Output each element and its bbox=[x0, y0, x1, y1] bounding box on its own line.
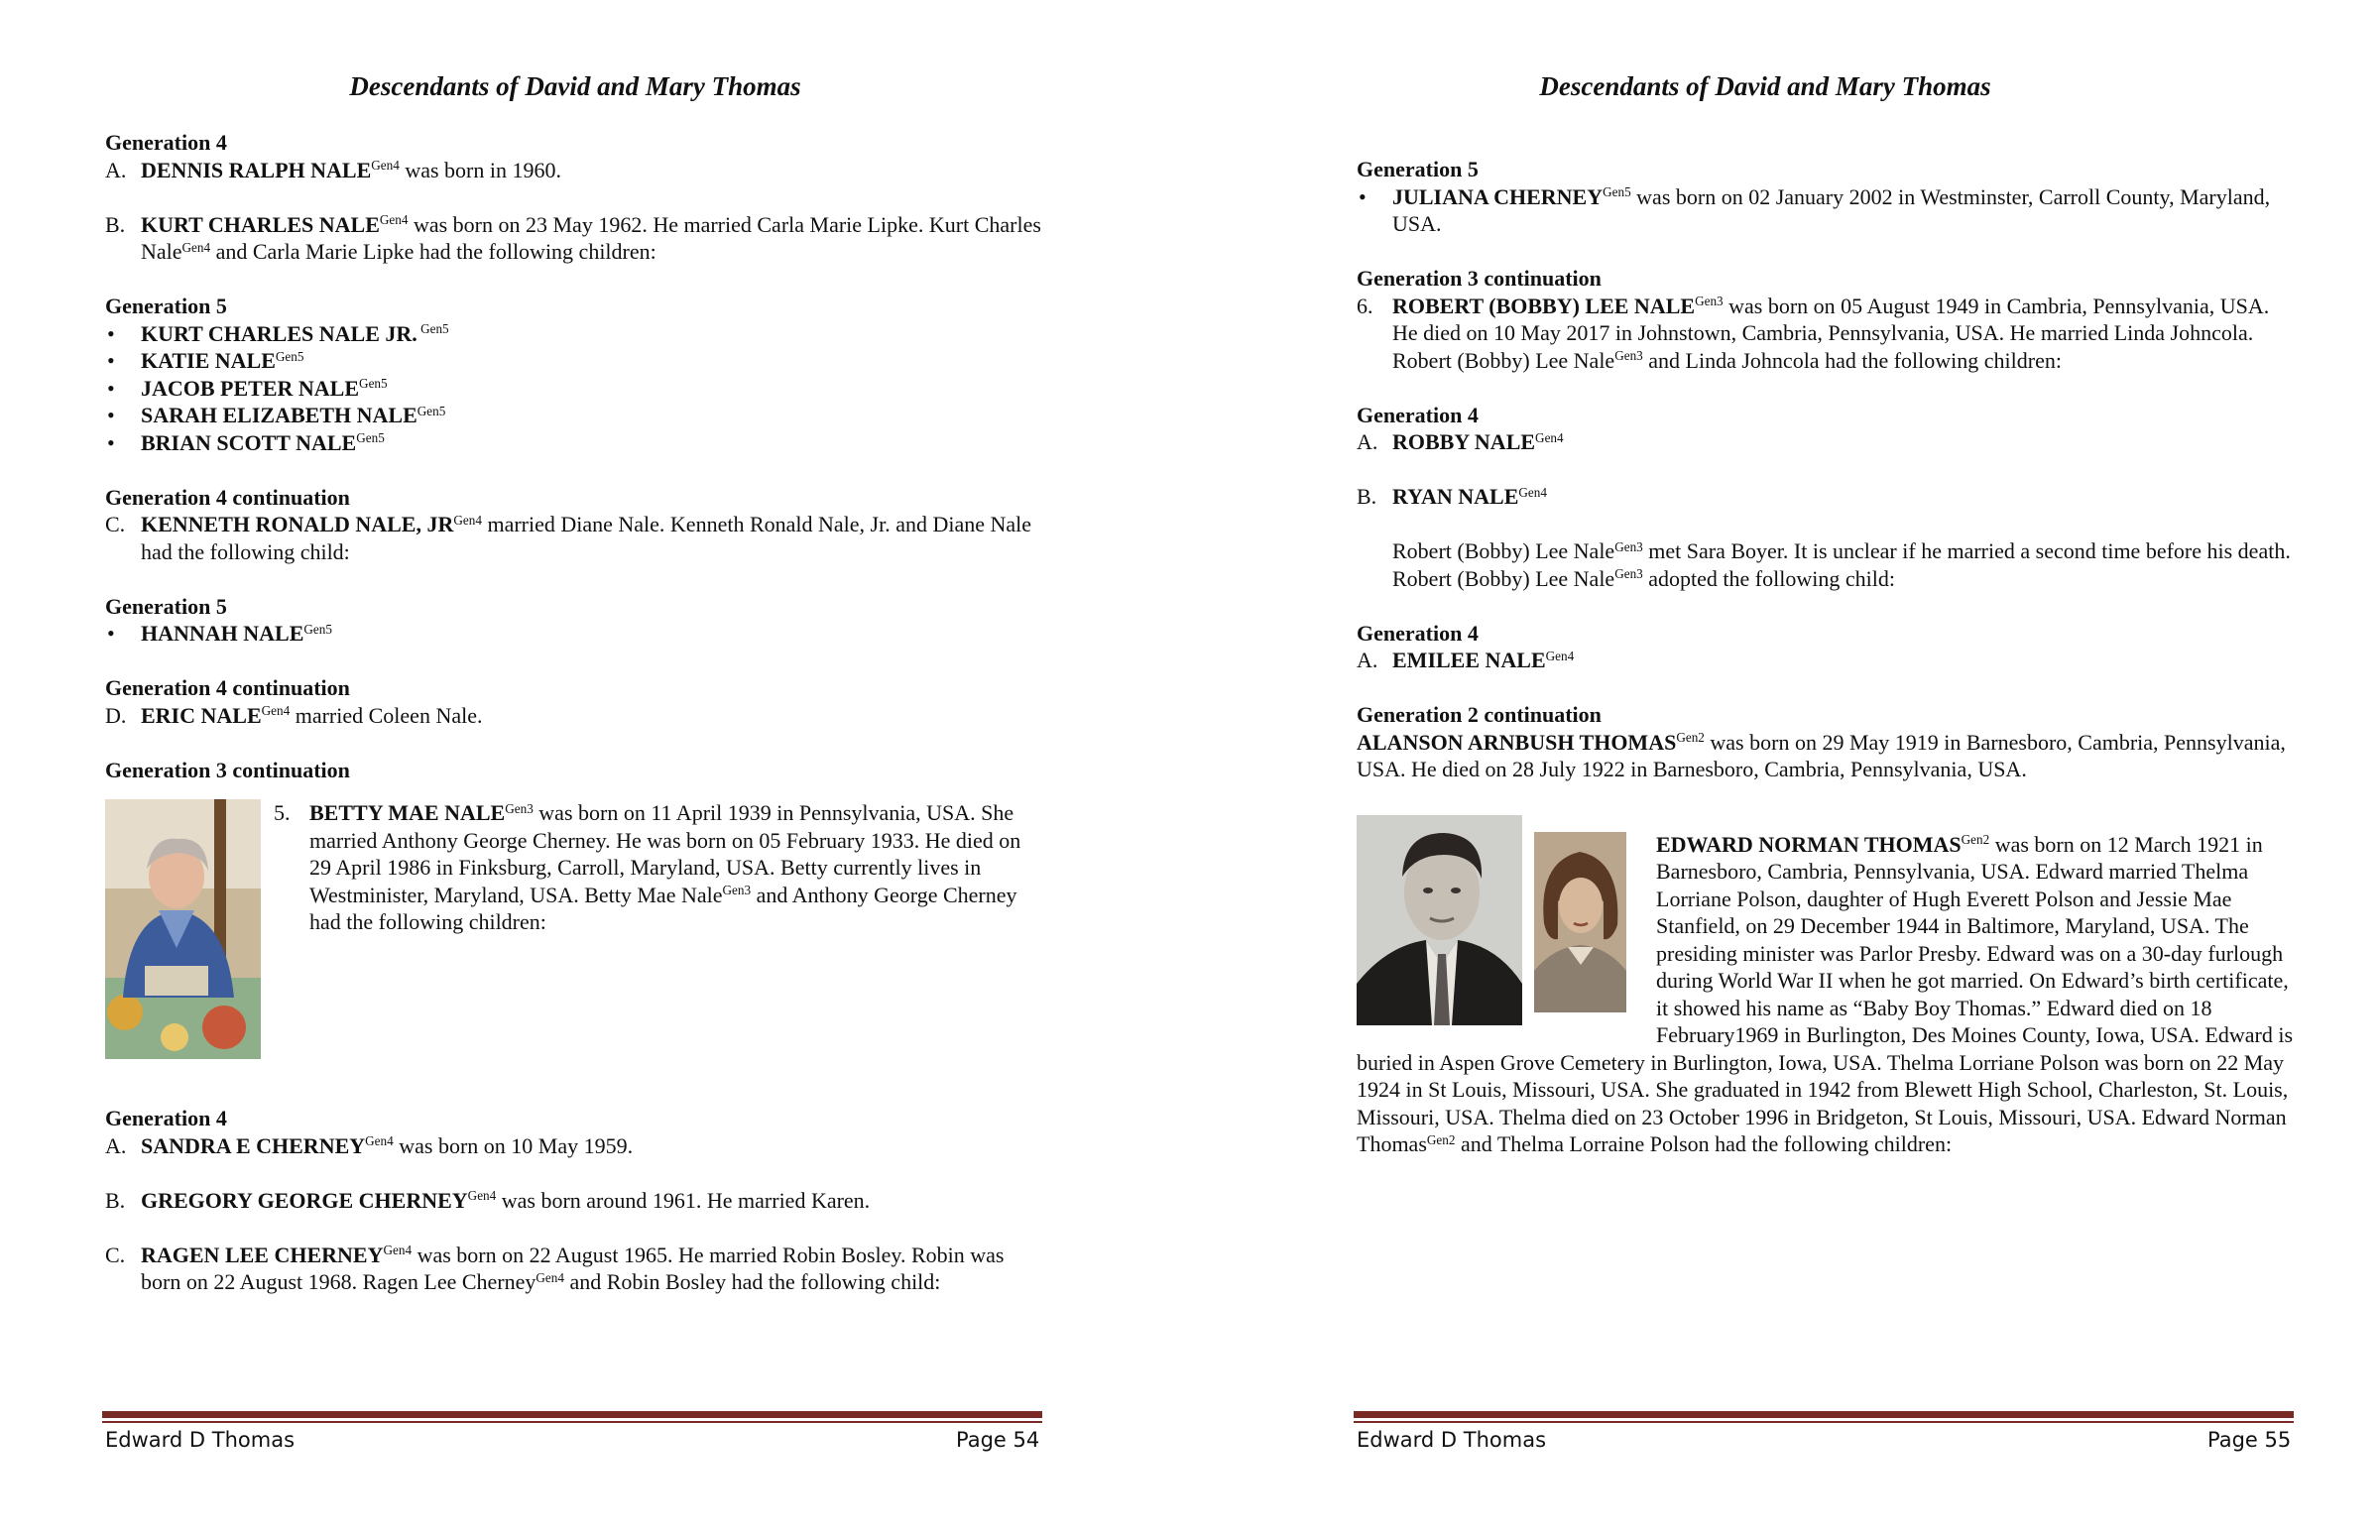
entry-text: was born on 02 January 2002 in Westminster, Carroll County, Maryland, USA. bbox=[1392, 183, 2271, 236]
gen-tag: Gen4 bbox=[371, 158, 400, 174]
entry-alanson bbox=[1357, 729, 2294, 783]
generation-heading: Generation 4 continuation bbox=[105, 675, 350, 700]
person-name: BETTY MAE NALE bbox=[309, 800, 506, 825]
entry-kurt bbox=[105, 211, 1042, 266]
entry-text: Robert (Bobby) Lee Nale bbox=[1392, 538, 1615, 563]
entry-emilee bbox=[1357, 647, 2294, 674]
gen-tag: Gen4 bbox=[1535, 429, 1564, 445]
thelma-photo bbox=[1534, 832, 1626, 1012]
bullet-icon: • bbox=[107, 375, 115, 401]
gen-tag: Gen3 bbox=[505, 800, 534, 816]
person-name: SANDRA E CHERNEY bbox=[141, 1132, 366, 1158]
footer-author: Edward D Thomas bbox=[1357, 1428, 1547, 1452]
portrait-image bbox=[105, 799, 261, 1059]
entry-text: was born on 10 May 1959. bbox=[393, 1132, 634, 1158]
gen-tag: Gen4 bbox=[379, 212, 409, 228]
gen-tag: Gen2 bbox=[1426, 1131, 1456, 1147]
gen-tag: Gen3 bbox=[1695, 294, 1724, 309]
footer-author: Edward D Thomas bbox=[105, 1428, 296, 1452]
entry-marker: A. bbox=[1357, 429, 1378, 454]
page-header: Descendants of David and Mary Thomas bbox=[349, 71, 801, 101]
portrait-image bbox=[1534, 832, 1626, 1012]
person-name: ALANSON ARNBUSH THOMAS bbox=[1357, 729, 1677, 755]
gen-tag: Gen5 bbox=[416, 321, 449, 337]
entry-text: was born in 1960. bbox=[399, 157, 561, 182]
gen-tag: Gen4 bbox=[383, 1243, 413, 1258]
entry-text: was born on 05 August 1949 in Cambria, Pennsylvania, USA. He died on 10 May 2017 in Johnstown, Cambria, Pennsylvania, USA. He married Linda Johncola. Robert (Bobby) Lee Nale bbox=[1392, 293, 2270, 373]
betty-block bbox=[105, 799, 1042, 1075]
footer-rule-thin bbox=[1354, 1421, 2294, 1423]
generation-heading: Generation 4 bbox=[1357, 620, 1479, 646]
list-item bbox=[105, 620, 1042, 648]
entry-gregory bbox=[105, 1187, 1042, 1215]
gen-tag: Gen4 bbox=[467, 1188, 497, 1204]
entry-marker: A. bbox=[1357, 648, 1378, 672]
list-item bbox=[105, 402, 1042, 429]
person-name: DENNIS RALPH NALE bbox=[141, 157, 372, 182]
entry-marker: A. bbox=[105, 157, 127, 182]
entry-ryan bbox=[1357, 483, 2294, 511]
gen-tag: Gen2 bbox=[1676, 730, 1705, 746]
entry-text: and Robin Bosley had the following child: bbox=[563, 1269, 941, 1294]
list-item bbox=[105, 375, 1042, 403]
list-item bbox=[1357, 183, 2294, 238]
footer-rule bbox=[1354, 1411, 2294, 1418]
bullet-icon: • bbox=[107, 403, 115, 427]
entry-text: adopted the following child: bbox=[1642, 565, 1895, 591]
gen-tag: Gen3 bbox=[722, 883, 752, 898]
entry-text: married Coleen Nale. bbox=[290, 702, 483, 728]
entry-marker: 5. bbox=[274, 800, 291, 825]
person-name: ROBERT (BOBBY) LEE NALE bbox=[1392, 293, 1696, 318]
entry-text: was born on 23 May 1962. He married Carla Marie Lipke. Kurt Charles Nale bbox=[141, 211, 1041, 264]
person-name: KURT CHARLES NALE bbox=[141, 211, 380, 237]
gen-tag: Gen5 bbox=[359, 376, 388, 392]
person-name: RYAN NALE bbox=[1392, 484, 1519, 509]
edward-photos bbox=[1357, 815, 1644, 1025]
gen-tag: Gen3 bbox=[1614, 566, 1643, 582]
generation-heading: Generation 5 bbox=[1357, 157, 1479, 181]
entry-eric bbox=[105, 702, 1042, 730]
entry-ragen bbox=[105, 1242, 1042, 1296]
person-name: BRIAN SCOTT NALE bbox=[141, 429, 357, 455]
bullet-icon: • bbox=[107, 348, 115, 373]
person-name: HANNAH NALE bbox=[141, 621, 304, 646]
bullet-icon: • bbox=[107, 621, 115, 646]
gen-tag: Gen4 bbox=[1518, 484, 1547, 500]
entry-text: was born on 12 March 1921 in Barnesboro, Cambria, Pennsylvania, USA. Edward married Thelma Lorriane Polson, daughter of Hugh Everett Polson and Jessie Mae Stanfield, on 29 December 1944 in Baltimore, Maryland, USA. The presiding minister was Parlor Presby. Edward was on a 30-day furlough during World War II when he got married. On Edward’s birth certificate, it showed his name as “Baby Boy Thomas.” Edward died on 18 February1969 in Burlington, Des Moines County, Iowa, USA. Edward is buried in Aspen Grove Cemetery in Burlington, Iowa, USA. Thelma Lorriane Polson was born on 22 May 1924 in St Louis, Missouri, USA. She graduated in 1942 from Blewett High School, Charleston, St. Louis, Missouri, USA. Thelma died on 23 October 1996 in Bridgeton, St Louis, Missouri, USA. Edward Norman Thomas bbox=[1357, 831, 2294, 1156]
footer-page-number: Page 55 bbox=[2207, 1428, 2292, 1452]
person-name: ERIC NALE bbox=[141, 702, 262, 728]
entry-text: was born around 1961. He married Karen. bbox=[496, 1187, 871, 1213]
entry-betty bbox=[274, 799, 1042, 936]
betty-text bbox=[274, 799, 1042, 936]
list-item bbox=[105, 320, 1042, 348]
bullet-icon: • bbox=[107, 320, 115, 346]
footer-rule bbox=[102, 1411, 1042, 1418]
generation-heading: Generation 3 continuation bbox=[105, 757, 350, 782]
list-item bbox=[105, 347, 1042, 375]
entry-marker: B. bbox=[1357, 484, 1377, 509]
person-name: SARAH ELIZABETH NALE bbox=[141, 403, 417, 427]
entry-marker: B. bbox=[105, 1187, 126, 1213]
generation-heading: Generation 4 bbox=[105, 130, 227, 155]
person-name: KATIE NALE bbox=[141, 348, 276, 373]
entry-marker: D. bbox=[105, 702, 127, 728]
gen-tag: Gen4 bbox=[261, 703, 291, 719]
entry-text: and Thelma Lorraine Polson had the following children: bbox=[1455, 1131, 1953, 1156]
gen-tag: Gen5 bbox=[275, 348, 304, 364]
right-page bbox=[1190, 0, 2380, 1540]
gen-tag: Gen3 bbox=[1614, 348, 1643, 364]
person-name: EMILEE NALE bbox=[1392, 648, 1546, 672]
gen-tag: Gen5 bbox=[1603, 184, 1631, 200]
entry-marker: C. bbox=[105, 1242, 126, 1267]
person-name: ROBBY NALE bbox=[1392, 429, 1536, 454]
entry-text: married Diane Nale. Kenneth Ronald Nale, Jr. and Diane Nale had the following child: bbox=[141, 512, 1032, 564]
right-content bbox=[1357, 156, 2294, 1158]
entry-text: and Linda Johncola had the following children: bbox=[1642, 347, 2062, 373]
left-content bbox=[105, 129, 1042, 1296]
generation-heading: Generation 4 bbox=[105, 1106, 227, 1130]
edward-photo bbox=[1357, 815, 1522, 1025]
generation-heading: Generation 3 continuation bbox=[1357, 266, 1602, 291]
person-name: JACOB PETER NALE bbox=[141, 375, 360, 401]
person-name: KENNETH RONALD NALE, JR bbox=[141, 512, 454, 536]
entry-text: met Sara Boyer. It is unclear if he married a second time before his death. Robert (Bobby) Lee Nale bbox=[1392, 538, 2291, 591]
bullet-icon: • bbox=[107, 429, 115, 455]
entry-marker: C. bbox=[105, 512, 126, 536]
entry-text: was born on 22 August 1965. He married Robin Bosley. Robin was born on 22 August 1968. Ragen Lee Cherney bbox=[141, 1242, 1005, 1294]
person-name: KURT CHARLES NALE JR. bbox=[141, 320, 417, 346]
footer-page-number: Page 54 bbox=[956, 1428, 1040, 1452]
entry-text: was born on 11 April 1939 in Pennsylvania, USA. She married Anthony George Cherney. He was born on 05 February 1933. He died on 29 April 1986 in Finksburg, Carroll, Maryland, USA. Betty currently lives in Westminister, Maryland, USA. Betty Mae Nale bbox=[309, 800, 1021, 907]
person-name: JULIANA CHERNEY bbox=[1392, 183, 1604, 209]
entry-marker: 6. bbox=[1357, 293, 1373, 318]
generation-heading: Generation 5 bbox=[105, 593, 227, 619]
gen-tag: Gen4 bbox=[453, 512, 482, 528]
gen-tag: Gen3 bbox=[1614, 538, 1643, 554]
portrait-image bbox=[1357, 815, 1522, 1025]
generation-heading: Generation 4 bbox=[1357, 402, 1479, 427]
gen-tag: Gen5 bbox=[356, 430, 385, 446]
gen-tag: Gen5 bbox=[416, 403, 446, 418]
gen-tag: Gen4 bbox=[536, 1269, 564, 1285]
entry-sandra bbox=[105, 1132, 1042, 1160]
person-name: RAGEN LEE CHERNEY bbox=[141, 1242, 384, 1267]
edward-block bbox=[1357, 815, 2294, 1158]
gen-tag: Gen2 bbox=[1961, 832, 1990, 848]
gen-tag: Gen4 bbox=[365, 1133, 394, 1149]
person-name: EDWARD NORMAN THOMAS bbox=[1656, 831, 1962, 857]
entry-dennis bbox=[105, 157, 1042, 184]
generation-heading: Generation 4 continuation bbox=[105, 484, 350, 510]
entry-text: and Anthony George Cherney had the following children: bbox=[309, 882, 1017, 934]
person-name: GREGORY GEORGE CHERNEY bbox=[141, 1187, 468, 1213]
page-header: Descendants of David and Mary Thomas bbox=[1539, 71, 1991, 101]
entry-text: was born on 29 May 1919 in Barnesboro, Cambria, Pennsylvania, USA. He died on 28 July 1922 in Barnesboro, Cambria, Pennsylvania, USA. bbox=[1357, 729, 2286, 781]
list-item bbox=[105, 429, 1042, 457]
generation-heading: Generation 2 continuation bbox=[1357, 702, 1602, 727]
entry-robby bbox=[1357, 428, 2294, 456]
note-paragraph bbox=[1357, 537, 2294, 592]
bullet-icon: • bbox=[1359, 183, 1367, 209]
entry-marker: A. bbox=[105, 1132, 127, 1158]
entry-marker: B. bbox=[105, 211, 126, 237]
entry-kenneth bbox=[105, 511, 1042, 565]
gen-tag: Gen5 bbox=[303, 621, 332, 637]
gen-tag: Gen4 bbox=[181, 239, 211, 255]
generation-heading: Generation 5 bbox=[105, 294, 227, 318]
gen-tag: Gen4 bbox=[1545, 648, 1575, 663]
betty-photo bbox=[105, 799, 261, 1059]
entry-robert bbox=[1357, 293, 2294, 375]
footer-rule-thin bbox=[102, 1421, 1042, 1423]
entry-text: and Carla Marie Lipke had the following children: bbox=[210, 239, 656, 264]
